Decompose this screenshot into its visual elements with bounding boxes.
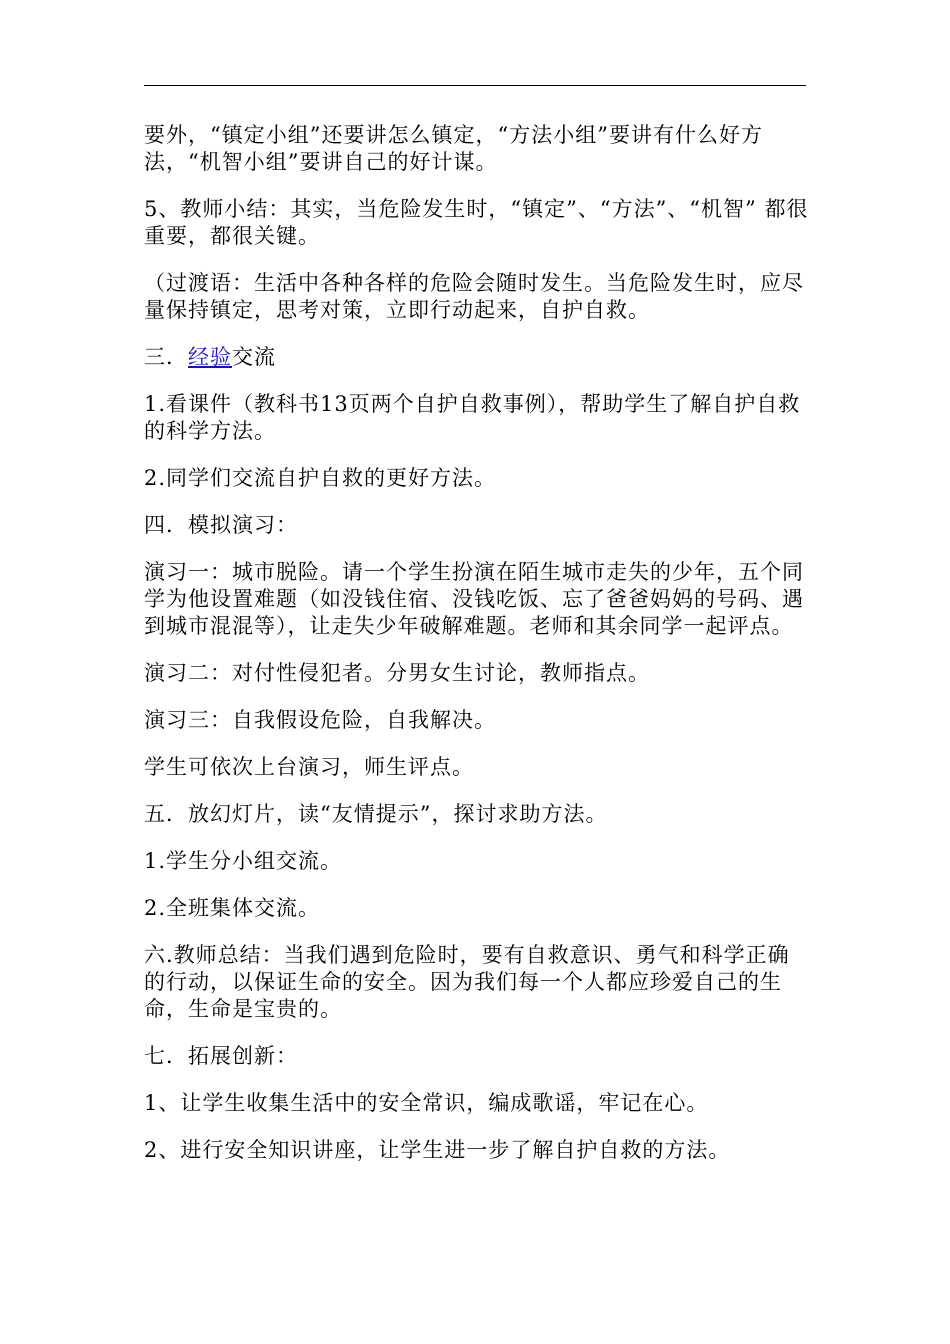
- section-heading-experience-exchange: [144, 344, 809, 371]
- paragraph-extension-two: 2、进行安全知识讲座，让学生进一步了解自护自救的方法。: [144, 1138, 731, 1162]
- paragraph-extension-one: 1、让学生收集生活中的安全常识，编成歌谣，牢记在心。: [144, 1091, 709, 1115]
- header-rule: [144, 85, 806, 86]
- section-number: 三．: [144, 345, 188, 369]
- paragraph-drill-three: 演习三：自我假设危险，自我解决。: [144, 708, 496, 732]
- paragraph-teacher-conclusion: 六.教师总结：当我们遇到危险时，要有自救意识、勇气和科学正确的行动，以保证生命的安全。因为我们每一个人都应珍爱自己的生命，生命是宝贵的。: [144, 943, 790, 1021]
- section-heading-drill: 四．模拟演习：: [144, 513, 298, 537]
- paragraph-student-exchange: 2.同学们交流自护自救的更好方法。: [144, 466, 497, 490]
- paragraph-class-exchange: 2.全班集体交流。: [144, 896, 321, 920]
- paragraph-group-tasks: 要外，“镇定小组”还要讲怎么镇定，“方法小组”要讲有什么好方法，“机智小组”要讲自己的好计谋。: [144, 123, 763, 174]
- section-heading-slides: 五．放幻灯片，读“友情提示”，探讨求助方法。: [144, 802, 608, 826]
- paragraph-drill-one: 演习一：城市脱险。请一个学生扮演在陌生城市走失的少年，五个同学为他设置难题（如没钱住宿、没钱吃饭、忘了爸爸妈妈的号码、遇到城市混混等），让走失少年破解难题。老师和其余同学一起评点。: [144, 560, 804, 638]
- section-heading-extension: 七．拓展创新：: [144, 1044, 298, 1068]
- document-body: [144, 122, 809, 1184]
- paragraph-drill-note: 学生可依次上台演习，师生评点。: [144, 755, 474, 779]
- paragraph-drill-two: 演习二：对付性侵犯者。分男女生讨论，教师指点。: [144, 661, 650, 685]
- section-title-suffix: 交流: [232, 345, 276, 369]
- experience-link[interactable]: 经验: [188, 345, 232, 369]
- paragraph-teacher-summary: 5、教师小结：其实，当危险发生时，“镇定”、“方法”、“机智” 都很重要，都很关键。: [144, 197, 809, 248]
- paragraph-group-exchange: 1.学生分小组交流。: [144, 849, 343, 873]
- paragraph-courseware: 1.看课件（教科书13页两个自护自救事例），帮助学生了解自护自救的科学方法。: [144, 392, 801, 443]
- paragraph-transition: （过渡语：生活中各种各样的危险会随时发生。当危险发生时，应尽量保持镇定，思考对策，立即行动起来，自护自救。: [144, 271, 804, 322]
